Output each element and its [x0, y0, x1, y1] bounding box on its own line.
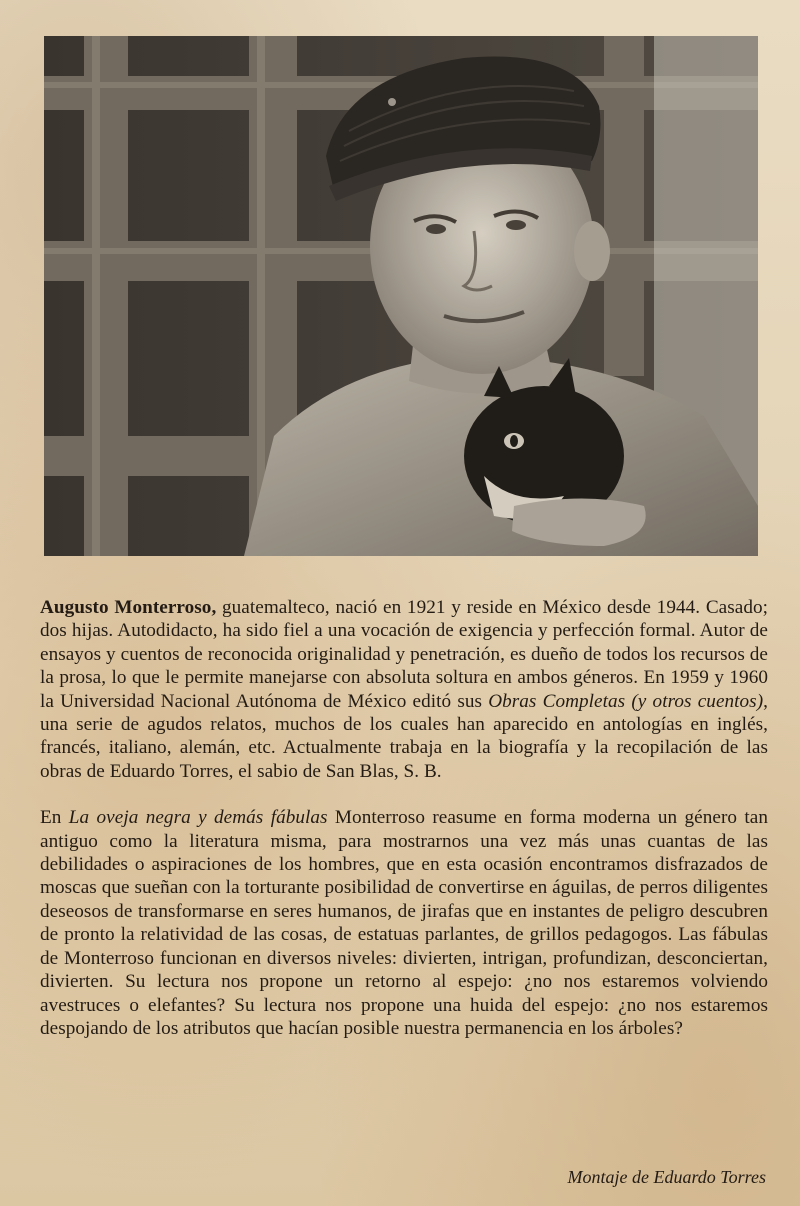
- author-name: Augusto Monterroso,: [40, 597, 217, 618]
- bio-text: guatemalteco, nació en 1921 y reside en México desde 1944. Casado; dos hijas. Autodidacto, ha sido fiel a una vocación de exigencia y perfección formal. Autor de ensayos y cuentos de reconocida originalidad y penetración, es dueño de todos los recursos de la prosa, lo que le permite manejarse con absoluta soltura en ambos géneros. En 1959 y 1960 la Universidad Nacional Autónoma de México editó sus: [40, 597, 768, 712]
- back-cover-text: [40, 596, 768, 1040]
- bio-book-title: Obras Completas (y otros cuentos): [488, 690, 764, 712]
- bio-text-end: , una serie de agudos relatos, muchos de los cuales han aparecido en antologías en inglés, francés, italiano, alemán, etc. Actualmente trabaja en la biografía y la recopilación de las obras de Eduardo Torres, el sabio de San Blas, S. B.: [40, 690, 768, 782]
- summary-intro: En: [40, 807, 69, 829]
- summary-book-title: La oveja negra y demás fábulas: [68, 807, 328, 829]
- illustration-credit: Montaje de Eduardo Torres: [567, 1167, 766, 1187]
- portrait-illustration: [44, 36, 758, 556]
- summary-text: Monterroso reasume en forma moderna un género tan antiguo como la literatura misma, para mostrarnos una vez más unas cuantas de las debilidades o aspiraciones de los hombres, que en esta ocasión encontramos disfrazados de moscas que sueñan con la torturante posibilidad de convertirse en águilas, de perros diligentes deseosos de transformarse en seres humanos, de jirafas que en instantes de peligro descubren de pronto la relatividad de las cosas, de estatuas parlantes, de grillos pedagogos. Las fábulas de Monterroso funcionan en diversos niveles: divierten, intrigan, profundizan, desconciertan, divierten. Su lectura nos propone un retorno al espejo: ¿no nos estaremos volviendo avestruces o elefantes? Su lectura nos propone una huida del espejo: ¿no nos estaremos despojando de los atributos que hacían posible nuestra permanencia en los árboles?: [40, 807, 768, 1039]
- author-portrait-photo: [44, 36, 758, 556]
- author-bio: [40, 596, 768, 783]
- book-summary: [40, 806, 768, 1040]
